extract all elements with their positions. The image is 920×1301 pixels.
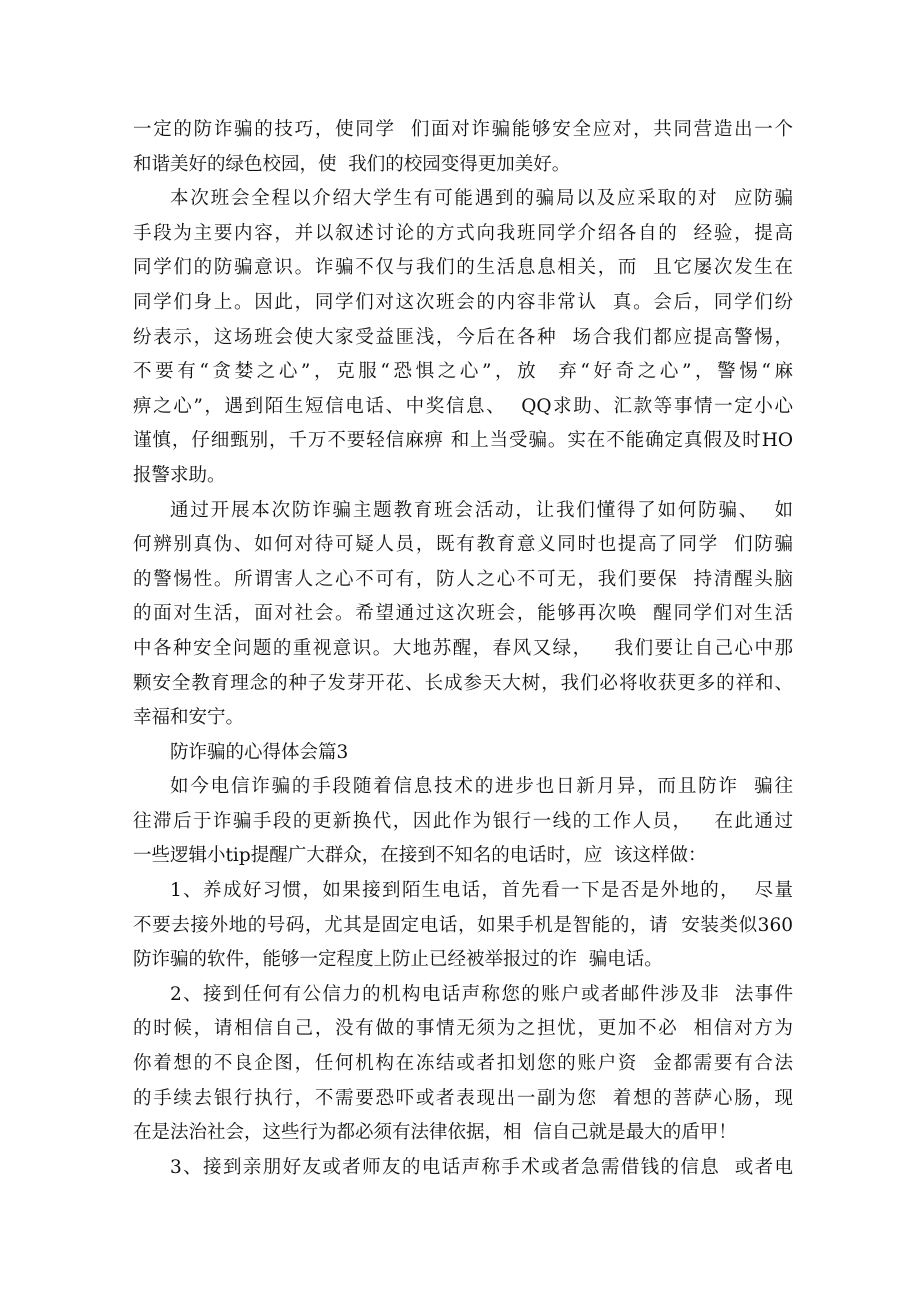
- text-line: 的警惕性。所谓害人之心不可有，防人之心不可无，我们要保 持清醒头脑: [133, 568, 793, 590]
- text-line: 2、接到任何有公信力的机构电话声称您的账户或者邮件涉及非 法事件: [170, 983, 793, 1005]
- text-line: 不要有“贪婪之心”，克服“恐惧之心”，放 弃“好奇之心”，警惕“麻: [133, 361, 793, 383]
- text-line: 的手续去银行执行，不需要恐吓或者表现出一副为您 着想的菩萨心肠，现: [133, 1087, 793, 1109]
- document-body: [133, 113, 793, 1185]
- text-line: 纷表示，这场班会使大家受益匪浅，今后在各种 场合我们都应提高警惕，: [133, 326, 793, 348]
- text-line: 何辨别真伪、如何对待可疑人员，既有教育意义同时也提高了同学 们防骗: [133, 534, 793, 556]
- text-line: 手段为主要内容，并以叙述讨论的方式向我班同学介绍各自的 经验，提高: [133, 222, 793, 244]
- text-line: 中各种安全问题的重视意识。大地苏醒，春风又绿， 我们要让自己心中那: [133, 637, 793, 659]
- text-line: 的时候，请相信自己，没有做的事情无须为之担忧，更加不必 相信对方为: [133, 1018, 793, 1040]
- text-line: 幸福和安宁。: [133, 707, 245, 729]
- text-line: 一定的防诈骗的技巧，使同学 们面对诈骗能够安全应对，共同营造出一个: [133, 119, 793, 140]
- text-line: 同学们身上。因此，同学们对这次班会的内容非常认 真。会后，同学们纷: [133, 291, 793, 313]
- text-line: 你着想的不良企图，任何机构在冻结或者扣划您的账户资 金都需要有合法: [133, 1053, 793, 1075]
- text-line: 颗安全教育理念的种子发芽开花、长成参天大树，我们必将收获更多的祥和、: [133, 672, 793, 694]
- text-line: 和谐美好的绿色校园，使 我们的校园变得更加美好。: [133, 153, 571, 175]
- text-line: 通过开展本次防诈骗主题教育班会活动，让我们懂得了如何防骗、 如: [170, 499, 793, 521]
- text-line: 1、养成好习惯，如果接到陌生电话，首先看一下是否是外地的， 尽量: [170, 880, 793, 902]
- text-line: 痹之心”，遇到陌生短信电话、中奖信息、 QQ求助、汇款等事情一定小心: [133, 395, 793, 417]
- text-line: 报警求助。: [133, 464, 226, 486]
- text-line: 往滞后于诈骗手段的更新换代，因此作为银行一线的工作人员， 在此通过: [133, 810, 793, 832]
- text-line: 3、接到亲朋好友或者师友的电话声称手术或者急需借钱的信息 或者电: [170, 1156, 793, 1178]
- text-line: 同学们的防骗意识。诈骗不仅与我们的生活息息相关，而 且它屡次发生在: [133, 257, 793, 279]
- text-line: 的面对生活，面对社会。希望通过这次班会，能够再次唤 醒同学们对生活: [133, 603, 793, 625]
- text-line: 不要去接外地的号码，尤其是固定电话，如果手机是智能的，请 安装类似360: [133, 914, 793, 936]
- text-line: 本次班会全程以介绍大学生有可能遇到的骗局以及应采取的对 应防骗: [170, 188, 793, 210]
- section-heading: 防诈骗的心得体会篇3: [170, 741, 349, 763]
- text-line: 如今电信诈骗的手段随着信息技术的进步也日新月异，而且防诈 骗往: [170, 776, 793, 798]
- text-line: 一些逻辑小tip提醒广大群众，在接到不知名的电话时，应 该这样做：: [133, 845, 707, 867]
- text-line: 防诈骗的软件，能够一定程度上防止已经被举报过的诈 骗电话。: [133, 949, 663, 971]
- text-line: 谨慎，仔细甄别，千万不要轻信麻痹 和上当受骗。实在不能确定真假及时HO: [133, 430, 793, 452]
- text-line: 在是法治社会，这些行为都必须有法律依据，相 信自己就是最大的盾甲！: [133, 1122, 737, 1144]
